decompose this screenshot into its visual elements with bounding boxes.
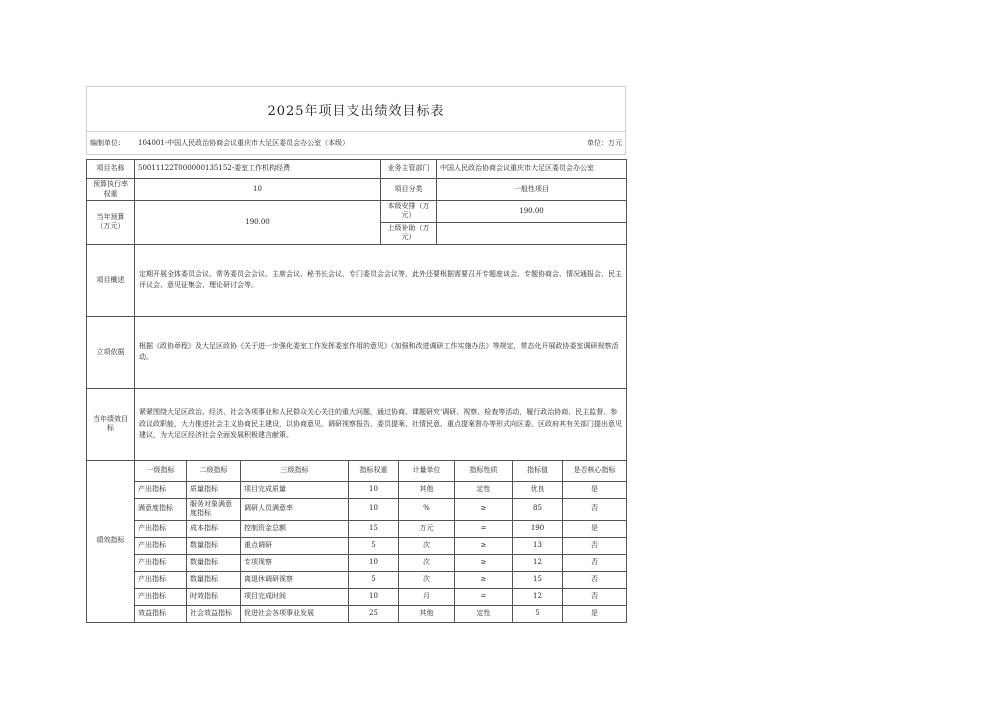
org-value: 104001-中国人民政治协商会议重庆市大足区委员会办公室（本级）	[138, 139, 350, 147]
indicator-row	[87, 481, 627, 498]
project-info-table	[86, 159, 627, 461]
basis-text: 根据《政协章程》及大足区政协《关于进一步强化委室工作发挥委室作用的意见》《加强和改进调研工作实施办法》等规定，常态化开展政协委室调研视察活动。	[135, 316, 627, 388]
indicator-cell-col-level1: 产出指标	[135, 588, 187, 605]
indicator-row	[87, 554, 627, 571]
project-name-value: 50011122T000000135152-委室工作机构经费	[135, 160, 381, 179]
indicator-cell-col-level1: 产出指标	[135, 520, 187, 537]
indicator-cell-col-core: 否	[563, 537, 627, 554]
indicator-cell-col-unit: 其他	[399, 481, 455, 498]
indicator-cell-col-level3: 离退休调研视察	[241, 571, 349, 588]
indicator-cell-col-level1: 产出指标	[135, 537, 187, 554]
indicator-cell-col-unit: 万元	[399, 520, 455, 537]
dept-value: 中国人民政治协商会议重庆市大足区委员会办公室	[437, 160, 627, 179]
indicator-header-col-level2: 二级指标	[187, 460, 241, 481]
indicator-cell-col-weight: 5	[349, 571, 399, 588]
indicator-cell-col-level3: 控制资金总额	[241, 520, 349, 537]
indicator-header-col-unit: 计量单位	[399, 460, 455, 481]
indicator-cell-col-nature: 定性	[455, 605, 513, 622]
category-label: 项目分类	[381, 179, 437, 201]
indicator-cell-col-level3: 促进社会各项事业发展	[241, 605, 349, 622]
indicator-cell-col-level3: 重点调研	[241, 537, 349, 554]
indicator-cell-col-level1: 产出指标	[135, 481, 187, 498]
indicator-header-col-nature: 指标性质	[455, 460, 513, 481]
indicator-cell-col-level1: 产出指标	[135, 554, 187, 571]
indicator-table	[86, 460, 627, 623]
indicator-cell-col-weight: 25	[349, 605, 399, 622]
category-value: 一般性项目	[437, 179, 627, 201]
page-title: 2025年项目支出绩效目标表	[86, 86, 626, 131]
local-budget-value: 190.00	[437, 201, 627, 223]
indicator-cell-col-core: 否	[563, 498, 627, 520]
indicator-cell-col-unit: 其他	[399, 605, 455, 622]
indicator-header-col-value: 指标值	[513, 460, 563, 481]
indicator-cell-col-value: 12	[513, 588, 563, 605]
goal-text: 紧紧围绕大足区政治、经济、社会各项事业和人民群众关心关注的重大问题，通过协商、课题研究‘调研、视察、检查等活动，履行政治协商、民主监督、参政议政职能，大力推进社会主义协商民主建设，以协商意见，调研视察报告、委员提案、社情民意、重点提案督办等形式向区委、区政府其有关部门提出意见建议，为大足区经济社会全面发展积极建言献策。	[135, 388, 627, 460]
indicator-cell-col-value: 85	[513, 498, 563, 520]
indicator-cell-col-unit: %	[399, 498, 455, 520]
indicator-cell-col-level2: 社会效益指标	[187, 605, 241, 622]
indicator-cell-col-weight: 5	[349, 537, 399, 554]
indicator-cell-col-weight: 10	[349, 498, 399, 520]
indicator-cell-col-core: 是	[563, 520, 627, 537]
indicator-row	[87, 537, 627, 554]
indicator-cell-col-weight: 10	[349, 588, 399, 605]
indicator-header-col-core: 是否核心指标	[563, 460, 627, 481]
upper-subsidy-label: 上级补助（万元）	[381, 222, 437, 244]
dept-label: 业务主管部门	[381, 160, 437, 179]
indicator-row	[87, 588, 627, 605]
indicator-cell-col-level3: 专项视察	[241, 554, 349, 571]
overview-label: 项目概述	[87, 244, 135, 316]
performance-target-sheet	[86, 86, 626, 623]
indicator-cell-col-level2: 时效指标	[187, 588, 241, 605]
indicator-header-col-level3: 三级指标	[241, 460, 349, 481]
indicator-cell-col-level2: 数量指标	[187, 537, 241, 554]
indicator-row	[87, 498, 627, 520]
indicator-cell-col-value: 12	[513, 554, 563, 571]
indicator-label: 绩效指标	[87, 460, 135, 622]
budget-label: 当年预算（万元）	[87, 201, 135, 245]
indicator-cell-col-core: 否	[563, 588, 627, 605]
indicator-cell-col-nature: ≥	[455, 571, 513, 588]
currency-unit: 单位：万元	[587, 139, 622, 147]
indicator-cell-col-unit: 月	[399, 588, 455, 605]
indicator-cell-col-value: 15	[513, 571, 563, 588]
indicator-cell-col-level2: 服务对象满意度指标	[187, 498, 241, 520]
unit-row	[86, 131, 626, 155]
indicator-cell-col-nature: 定性	[455, 481, 513, 498]
indicator-cell-col-value: 5	[513, 605, 563, 622]
indicator-row	[87, 605, 627, 622]
exec-rate-label: 预算执行率权重	[87, 179, 135, 201]
indicator-cell-col-level1: 满意度指标	[135, 498, 187, 520]
indicator-cell-col-core: 是	[563, 605, 627, 622]
indicator-cell-col-value: 13	[513, 537, 563, 554]
indicator-cell-col-nature: ≥	[455, 498, 513, 520]
indicator-cell-col-level1: 效益指标	[135, 605, 187, 622]
indicator-cell-col-level3: 项目完成时间	[241, 588, 349, 605]
indicator-cell-col-core: 否	[563, 571, 627, 588]
indicator-cell-col-weight: 10	[349, 554, 399, 571]
indicator-cell-col-level2: 数量指标	[187, 554, 241, 571]
indicator-cell-col-weight: 15	[349, 520, 399, 537]
indicator-cell-col-level3: 调研人员满意率	[241, 498, 349, 520]
indicator-cell-col-core: 否	[563, 554, 627, 571]
indicator-cell-col-level3: 项目完成质量	[241, 481, 349, 498]
org-label: 编制单位:	[90, 139, 121, 147]
overview-text: 定期开展全体委员会议、常务委员会会议、主席会议、秘书长会议、专门委员会会议等，此外还要根据需要召开专题座谈会、专题协商会、情况通报会、民主评议会、意见征集会、理论研讨会等。	[135, 244, 627, 316]
indicator-cell-col-value: 优良	[513, 481, 563, 498]
basis-label: 立项依据	[87, 316, 135, 388]
indicator-header-col-weight: 指标权重	[349, 460, 399, 481]
indicator-cell-col-nature: =	[455, 588, 513, 605]
indicator-cell-col-unit: 次	[399, 554, 455, 571]
indicator-cell-col-nature: =	[455, 520, 513, 537]
indicator-cell-col-level2: 质量指标	[187, 481, 241, 498]
indicator-cell-col-weight: 10	[349, 481, 399, 498]
indicator-row	[87, 520, 627, 537]
local-budget-label: 本级安排（万元）	[381, 201, 437, 223]
indicator-cell-col-unit: 次	[399, 537, 455, 554]
project-name-label: 项目名称	[87, 160, 135, 179]
indicator-cell-col-level2: 成本指标	[187, 520, 241, 537]
indicator-row	[87, 571, 627, 588]
upper-subsidy-value	[437, 222, 627, 244]
indicator-cell-col-unit: 次	[399, 571, 455, 588]
indicator-cell-col-level1: 产出指标	[135, 571, 187, 588]
indicator-cell-col-level2: 数量指标	[187, 571, 241, 588]
goal-label: 当年绩效目标	[87, 388, 135, 460]
indicator-header-col-level1: 一级指标	[135, 460, 187, 481]
budget-value: 190.00	[135, 201, 381, 245]
indicator-cell-col-nature: ≥	[455, 554, 513, 571]
indicator-cell-col-nature: ≥	[455, 537, 513, 554]
exec-rate-value: 10	[135, 179, 381, 201]
indicator-cell-col-value: 190	[513, 520, 563, 537]
indicator-cell-col-core: 是	[563, 481, 627, 498]
